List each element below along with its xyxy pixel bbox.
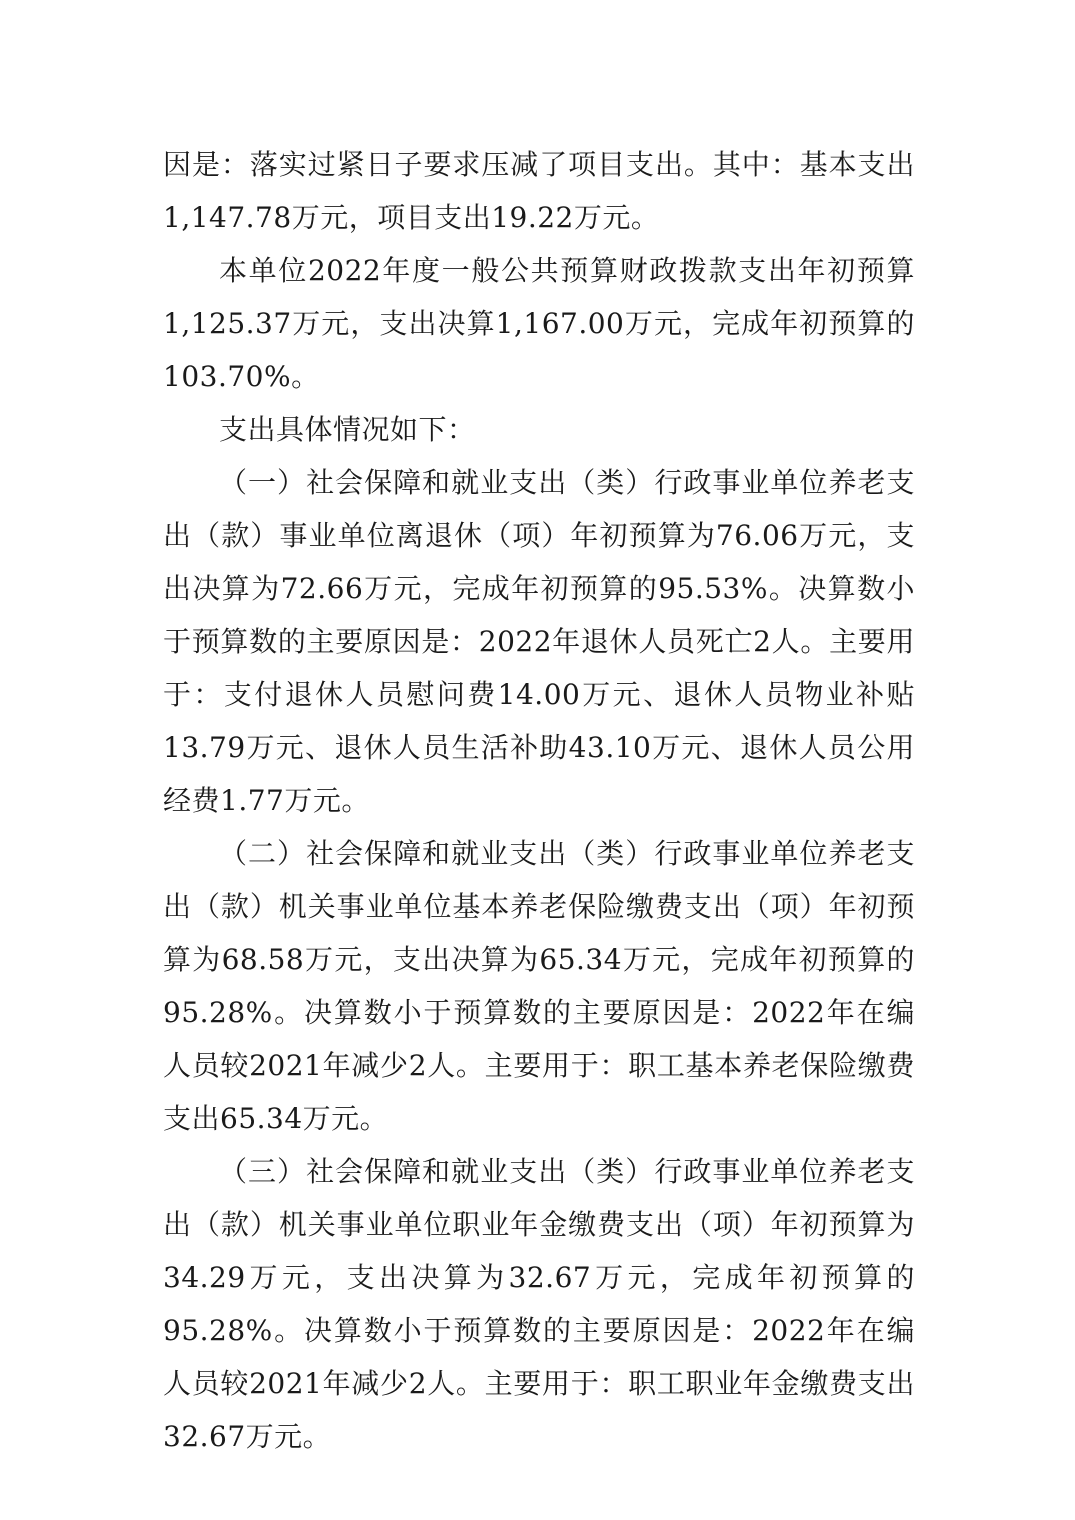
paragraph-continuation: 因是：落实过紧日子要求压减了项目支出。其中：基本支出1,147.78万元，项目支出19.22万元。 [163, 148, 915, 234]
paragraph-item-3: （三）社会保障和就业支出（类）行政事业单位养老支出（款）机关事业单位职业年金缴费支出（项）年初预算为34.29万元，支出决算为32.67万元，完成年初预算的95.28%。决算数小于预算数的主要原因是：2022年在编人员较2021年减少2人。主要用于：职工职业年金缴费支出32.67万元。 [163, 1155, 915, 1453]
document-body [163, 138, 915, 1463]
paragraph-item-2: （二）社会保障和就业支出（类）行政事业单位养老支出（款）机关事业单位基本养老保险缴费支出（项）年初预算为68.58万元，支出决算为65.34万元，完成年初预算的95.28%。决算数小于预算数的主要原因是：2022年在编人员较2021年减少2人。主要用于：职工基本养老保险缴费支出65.34万元。 [163, 837, 915, 1135]
paragraph-expenditure-intro: 支出具体情况如下： [219, 413, 476, 446]
paragraph-item-1: （一）社会保障和就业支出（类）行政事业单位养老支出（款）事业单位离退休（项）年初预算为76.06万元，支出决算为72.66万元，完成年初预算的95.53%。决算数小于预算数的主要原因是：2022年退休人员死亡2人。主要用于：支付退休人员慰问费14.00万元、退休人员物业补贴13.79万元、退休人员生活补助43.10万元、退休人员公用经费1.77万元。 [163, 466, 915, 817]
paragraph-budget-summary: 本单位2022年度一般公共预算财政拨款支出年初预算1,125.37万元，支出决算1,167.00万元，完成年初预算的103.70%。 [163, 254, 915, 393]
